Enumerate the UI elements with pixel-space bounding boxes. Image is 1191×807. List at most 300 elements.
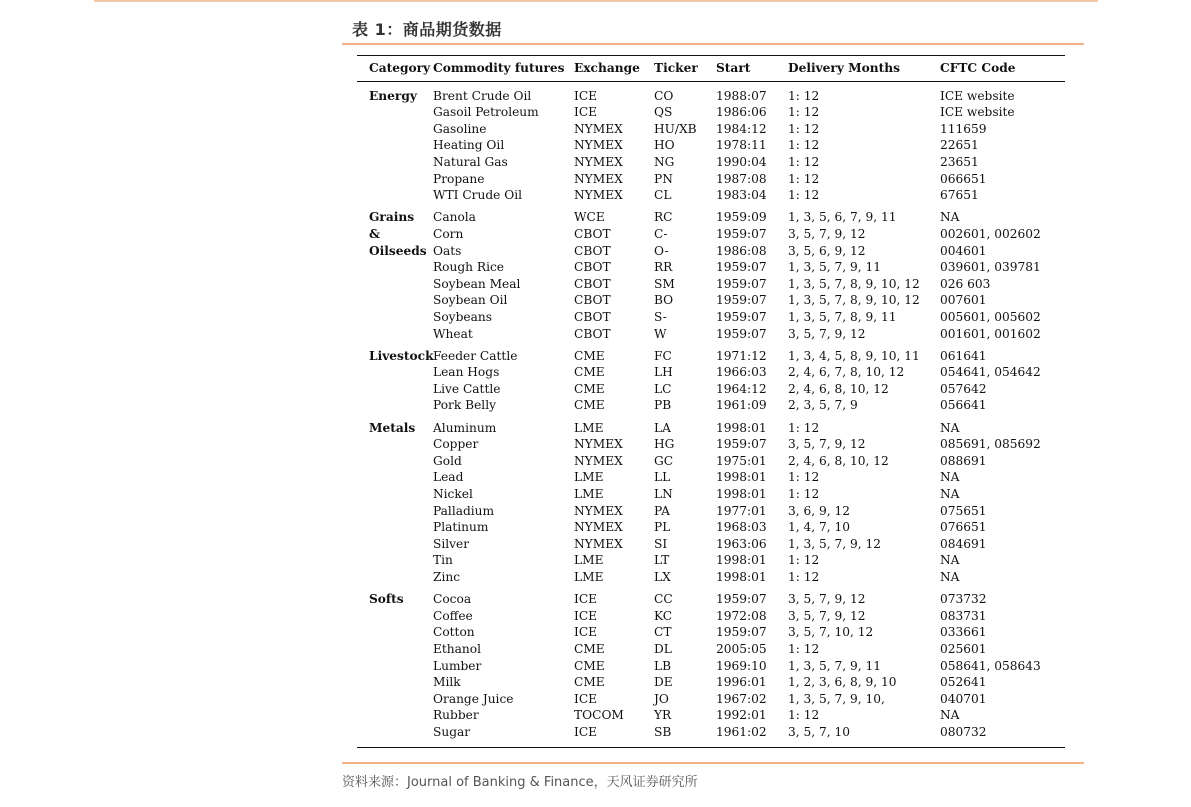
category-cell: [357, 552, 433, 569]
ticker-cell: YR: [654, 708, 672, 723]
delivery-months-cell: 1: 12: [788, 121, 820, 136]
header-commodity: Commodity futures: [433, 61, 565, 75]
table-row: [357, 381, 1065, 398]
commodity-cell: Gold: [433, 453, 462, 468]
table-row: [357, 121, 1065, 138]
delivery-months-cell: 1: 12: [788, 88, 820, 103]
category-cell: [357, 364, 433, 381]
exchange-cell: CME: [574, 398, 605, 413]
category-cell: [357, 154, 433, 171]
delivery-months-cell: 1, 3, 4, 5, 8, 9, 10, 11: [788, 348, 920, 363]
cftc-code-cell: 073732: [940, 592, 987, 607]
ticker-cell: LN: [654, 487, 673, 502]
table-header: [357, 56, 1065, 88]
cftc-code-cell: 22651: [940, 138, 979, 153]
start-cell: 1961:09: [716, 398, 767, 413]
ticker-cell: CC: [654, 592, 673, 607]
start-cell: 1998:01: [716, 420, 767, 435]
start-cell: 1998:01: [716, 570, 767, 584]
ticker-cell: SI: [654, 536, 668, 551]
table-row: [357, 469, 1065, 486]
category-cell: [357, 519, 433, 536]
cftc-code-cell: 085691, 085692: [940, 437, 1041, 452]
ticker-cell: CT: [654, 625, 672, 640]
exchange-cell: NYMEX: [574, 121, 623, 136]
table-row: [357, 276, 1065, 293]
table-row: [357, 397, 1065, 414]
header-exchange: Exchange: [574, 61, 640, 75]
delivery-months-cell: 3, 6, 9, 12: [788, 503, 851, 518]
category-cell: Metals: [369, 420, 416, 435]
ticker-cell: BO: [654, 293, 674, 308]
top-divider: [94, 0, 1098, 2]
ticker-cell: GC: [654, 453, 674, 468]
table-row: [357, 187, 1065, 204]
delivery-months-cell: 1: 12: [788, 138, 820, 153]
table-caption: 表 1：商品期货数据: [352, 20, 502, 39]
ticker-cell: SB: [654, 724, 672, 739]
delivery-months-cell: 3, 5, 7, 9, 12: [788, 437, 866, 452]
start-cell: 1983:04: [716, 188, 767, 203]
ticker-cell: W: [654, 326, 667, 341]
start-cell: 1977:01: [716, 503, 767, 518]
ticker-cell: FC: [654, 348, 672, 363]
commodity-cell: Gasoline: [433, 121, 487, 136]
ticker-cell: CO: [654, 88, 674, 103]
commodity-cell: Heating Oil: [433, 138, 505, 153]
exchange-cell: NYMEX: [574, 520, 623, 535]
table-row: [357, 608, 1065, 625]
commodity-cell: Lean Hogs: [433, 365, 500, 380]
start-cell: 1959:07: [716, 592, 767, 607]
commodity-cell: Soybean Meal: [433, 276, 521, 291]
delivery-months-cell: 1: 12: [788, 470, 820, 485]
cftc-code-cell: 075651: [940, 503, 987, 518]
table-row: [357, 624, 1065, 641]
delivery-months-cell: 3, 5, 7, 9, 12: [788, 592, 866, 607]
exchange-cell: CBOT: [574, 260, 611, 275]
table-row: [357, 707, 1065, 724]
commodity-cell: Ethanol: [433, 641, 481, 656]
cftc-code-cell: 084691: [940, 536, 987, 551]
start-cell: 1987:08: [716, 171, 767, 186]
ticker-cell: PA: [654, 503, 670, 518]
category-cell: [357, 121, 433, 138]
cftc-code-cell: 088691: [940, 453, 987, 468]
table-row: [357, 519, 1065, 536]
ticker-cell: HG: [654, 437, 675, 452]
exchange-cell: LME: [574, 570, 604, 584]
exchange-cell: CBOT: [574, 293, 611, 308]
ticker-cell: RC: [654, 210, 673, 225]
delivery-months-cell: 1, 3, 5, 7, 8, 9, 11: [788, 309, 897, 324]
start-cell: 1959:07: [716, 226, 767, 241]
exchange-cell: LME: [574, 487, 604, 502]
cftc-code-cell: 007601: [940, 293, 987, 308]
ticker-cell: KC: [654, 608, 673, 623]
exchange-cell: NYMEX: [574, 138, 623, 153]
start-cell: 1967:02: [716, 691, 767, 706]
delivery-months-cell: 3, 5, 7, 9, 12: [788, 608, 866, 623]
category-cell: [357, 674, 433, 691]
start-cell: 1961:02: [716, 724, 767, 739]
exchange-cell: LME: [574, 470, 604, 485]
commodity-futures-table-container: [357, 55, 1065, 748]
delivery-months-cell: 1, 3, 5, 7, 9, 10,: [788, 691, 885, 706]
table-row: [357, 436, 1065, 453]
cftc-code-cell: 057642: [940, 381, 987, 396]
commodity-cell: Natural Gas: [433, 154, 508, 169]
delivery-months-cell: 1: 12: [788, 708, 820, 723]
table-row: [357, 292, 1065, 309]
category-cell: [357, 259, 433, 276]
commodity-cell: Pork Belly: [433, 398, 496, 413]
table-row: [357, 171, 1065, 188]
delivery-months-cell: 1, 3, 5, 7, 8, 9, 10, 12: [788, 293, 920, 308]
cftc-code-cell: 026 603: [940, 276, 991, 291]
category-cell: [357, 436, 433, 453]
delivery-months-cell: 3, 5, 7, 9, 12: [788, 226, 866, 241]
exchange-cell: ICE: [574, 608, 598, 623]
cftc-code-cell: 040701: [940, 691, 987, 706]
table-row: [357, 641, 1065, 658]
category-cell: [357, 608, 433, 625]
start-cell: 1959:07: [716, 625, 767, 640]
cftc-code-cell: NA: [940, 553, 960, 568]
table-row: [357, 552, 1065, 569]
category-cell: [357, 104, 433, 121]
cftc-code-cell: NA: [940, 420, 960, 435]
ticker-cell: CL: [654, 188, 672, 203]
delivery-months-cell: 1, 3, 5, 7, 9, 12: [788, 536, 882, 551]
category-cell: [357, 503, 433, 520]
ticker-cell: C-: [654, 226, 668, 241]
commodity-cell: Rough Rice: [433, 260, 505, 275]
cftc-code-cell: NA: [940, 487, 960, 502]
commodity-cell: Lead: [433, 470, 464, 485]
exchange-cell: CBOT: [574, 309, 611, 324]
cftc-code-cell: 058641, 058643: [940, 658, 1041, 673]
commodity-cell: Brent Crude Oil: [433, 88, 532, 103]
ticker-cell: JO: [654, 691, 669, 706]
table-row: [357, 309, 1065, 326]
delivery-months-cell: 1: 12: [788, 553, 820, 568]
category-cell: Softs: [369, 592, 404, 607]
category-cell: Oilseeds: [369, 243, 427, 258]
commodity-cell: Live Cattle: [433, 381, 501, 396]
cftc-code-cell: 056641: [940, 398, 987, 413]
cftc-code-cell: 002601, 002602: [940, 226, 1041, 241]
commodity-cell: Milk: [433, 675, 461, 690]
exchange-cell: ICE: [574, 592, 598, 607]
category-cell: [357, 276, 433, 293]
delivery-months-cell: 1, 2, 3, 6, 8, 9, 10: [788, 675, 897, 690]
exchange-cell: ICE: [574, 691, 598, 706]
delivery-months-cell: 1: 12: [788, 188, 820, 203]
header-row: [357, 56, 1065, 81]
table-row: [357, 724, 1065, 741]
exchange-cell: ICE: [574, 625, 598, 640]
cftc-code-cell: 054641, 054642: [940, 365, 1041, 380]
cftc-code-cell: 076651: [940, 520, 987, 535]
cftc-code-cell: 001601, 001602: [940, 326, 1041, 341]
exchange-cell: LME: [574, 420, 604, 435]
delivery-months-cell: 2, 3, 5, 7, 9: [788, 398, 858, 413]
header-delivery-months: Delivery Months: [788, 61, 900, 75]
cftc-code-cell: 111659: [940, 121, 987, 136]
commodity-futures-table: [357, 56, 1065, 741]
commodity-cell: Cotton: [433, 625, 475, 640]
start-cell: 1988:07: [716, 88, 767, 103]
exchange-cell: NYMEX: [574, 453, 623, 468]
start-cell: 1998:01: [716, 553, 767, 568]
ticker-cell: NG: [654, 154, 675, 169]
commodity-cell: Lumber: [433, 658, 482, 673]
cftc-code-cell: 061641: [940, 348, 987, 363]
table-row: [357, 569, 1065, 586]
delivery-months-cell: 1, 3, 5, 7, 9, 11: [788, 658, 882, 673]
commodity-cell: Silver: [433, 536, 470, 551]
category-cell: [357, 536, 433, 553]
category-cell: Energy: [369, 88, 417, 103]
cftc-code-cell: NA: [940, 210, 960, 225]
ticker-cell: PB: [654, 398, 672, 413]
delivery-months-cell: 3, 5, 7, 9, 12: [788, 326, 866, 341]
commodity-cell: Cocoa: [433, 592, 472, 607]
ticker-cell: HU/XB: [654, 121, 697, 136]
category-cell: [357, 381, 433, 398]
start-cell: 1990:04: [716, 154, 767, 169]
category-cell: [357, 624, 433, 641]
cftc-code-cell: 066651: [940, 171, 987, 186]
table-bottom-rule: [357, 747, 1065, 748]
delivery-months-cell: 3, 5, 6, 9, 12: [788, 243, 866, 258]
commodity-cell: Gasoil Petroleum: [433, 105, 539, 120]
delivery-months-cell: 1: 12: [788, 154, 820, 169]
exchange-cell: CME: [574, 641, 605, 656]
start-cell: 2005:05: [716, 641, 767, 656]
exchange-cell: CME: [574, 658, 605, 673]
commodity-cell: Orange Juice: [433, 691, 514, 706]
ticker-cell: SM: [654, 276, 675, 291]
start-cell: 1992:01: [716, 708, 767, 723]
ticker-cell: QS: [654, 105, 673, 120]
commodity-cell: Platinum: [433, 520, 489, 535]
delivery-months-cell: 1: 12: [788, 487, 820, 502]
commodity-cell: Nickel: [433, 487, 473, 502]
category-cell: [357, 453, 433, 470]
table-row: [357, 226, 1065, 243]
exchange-cell: NYMEX: [574, 503, 623, 518]
start-cell: 1984:12: [716, 121, 767, 136]
start-cell: 1959:07: [716, 276, 767, 291]
cftc-code-cell: ICE website: [940, 88, 1015, 103]
exchange-cell: NYMEX: [574, 536, 623, 551]
category-cell: [357, 641, 433, 658]
ticker-cell: LX: [654, 570, 671, 584]
start-cell: 1959:09: [716, 210, 767, 225]
delivery-months-cell: 3, 5, 7, 10, 12: [788, 625, 874, 640]
ticker-cell: PL: [654, 520, 671, 535]
source-note: 资料来源：Journal of Banking & Finance，天风证券研究所: [342, 775, 698, 790]
start-cell: 1959:07: [716, 260, 767, 275]
table-row: [357, 691, 1065, 708]
delivery-months-cell: 1: 12: [788, 420, 820, 435]
exchange-cell: NYMEX: [574, 154, 623, 169]
start-cell: 1986:08: [716, 243, 767, 258]
table-row: [357, 104, 1065, 121]
header-ticker: Ticker: [654, 61, 698, 75]
category-cell: [357, 486, 433, 503]
cftc-code-cell: 23651: [940, 154, 979, 169]
start-cell: 1972:08: [716, 608, 767, 623]
category-cell: [357, 137, 433, 154]
table-row: [357, 536, 1065, 553]
exchange-cell: CBOT: [574, 243, 611, 258]
delivery-months-cell: 1: 12: [788, 570, 820, 584]
header-start: Start: [716, 61, 751, 75]
commodity-cell: Propane: [433, 171, 485, 186]
commodity-cell: Coffee: [433, 608, 473, 623]
commodity-cell: Soybeans: [433, 309, 492, 324]
ticker-cell: RR: [654, 260, 673, 275]
category-cell: Grains: [369, 210, 415, 225]
category-cell: [357, 658, 433, 675]
exchange-cell: CBOT: [574, 226, 611, 241]
delivery-months-cell: 1, 3, 5, 7, 9, 11: [788, 260, 882, 275]
category-cell: &: [369, 226, 381, 241]
ticker-cell: HO: [654, 138, 675, 153]
table-row: [357, 503, 1065, 520]
start-cell: 1963:06: [716, 536, 767, 551]
ticker-cell: LB: [654, 658, 672, 673]
ticker-cell: LH: [654, 365, 673, 380]
table-row: [357, 137, 1065, 154]
commodity-cell: Oats: [433, 243, 462, 258]
table-row: [357, 674, 1065, 691]
table-row: [357, 591, 1065, 608]
table-body: [357, 88, 1065, 741]
start-cell: 1959:07: [716, 293, 767, 308]
exchange-cell: NYMEX: [574, 188, 623, 203]
category-cell: [357, 691, 433, 708]
commodity-cell: Zinc: [433, 570, 461, 584]
table-row: [357, 326, 1065, 343]
start-cell: 1971:12: [716, 348, 767, 363]
commodity-cell: Sugar: [433, 724, 471, 739]
delivery-months-cell: 1: 12: [788, 641, 820, 656]
header-category: Category: [369, 61, 431, 75]
cftc-code-cell: 039601, 039781: [940, 260, 1041, 275]
category-cell: [357, 569, 433, 586]
category-cell: [357, 469, 433, 486]
ticker-cell: LC: [654, 381, 672, 396]
start-cell: 1986:06: [716, 105, 767, 120]
commodity-cell: Canola: [433, 210, 476, 225]
category-cell: [357, 397, 433, 414]
cftc-code-cell: NA: [940, 708, 960, 723]
cftc-code-cell: 083731: [940, 608, 987, 623]
table-row: [357, 348, 1065, 365]
exchange-cell: CME: [574, 365, 605, 380]
start-cell: 1959:07: [716, 326, 767, 341]
ticker-cell: LA: [654, 420, 671, 435]
table-row: [357, 243, 1065, 260]
category-cell: [357, 292, 433, 309]
exchange-cell: ICE: [574, 105, 598, 120]
table-row: [357, 658, 1065, 675]
category-cell: [357, 171, 433, 188]
cftc-code-cell: ICE website: [940, 105, 1015, 120]
commodity-cell: WTI Crude Oil: [433, 188, 523, 203]
start-cell: 1966:03: [716, 365, 767, 380]
table-row: [357, 420, 1065, 437]
ticker-cell: DL: [654, 641, 672, 656]
delivery-months-cell: 1: 12: [788, 171, 820, 186]
cftc-code-cell: 67651: [940, 188, 979, 203]
ticker-cell: DE: [654, 675, 673, 690]
delivery-months-cell: 1: 12: [788, 105, 820, 120]
ticker-cell: O-: [654, 243, 669, 258]
table-row: [357, 259, 1065, 276]
start-cell: 1998:01: [716, 487, 767, 502]
exchange-cell: TOCOM: [574, 708, 624, 723]
start-cell: 1996:01: [716, 675, 767, 690]
table-row: [357, 154, 1065, 171]
exchange-cell: CBOT: [574, 326, 611, 341]
start-cell: 1968:03: [716, 520, 767, 535]
delivery-months-cell: 1, 4, 7, 10: [788, 520, 851, 535]
cftc-code-cell: 005601, 005602: [940, 309, 1041, 324]
header-cftc-code: CFTC Code: [940, 61, 1016, 75]
start-cell: 1959:07: [716, 309, 767, 324]
cftc-code-cell: 004601: [940, 243, 987, 258]
source-divider: [342, 762, 1084, 764]
cftc-code-cell: NA: [940, 470, 960, 485]
table-row: [357, 364, 1065, 381]
delivery-months-cell: 1, 3, 5, 6, 7, 9, 11: [788, 210, 897, 225]
exchange-cell: LME: [574, 553, 604, 568]
category-cell: [357, 707, 433, 724]
exchange-cell: NYMEX: [574, 171, 623, 186]
delivery-months-cell: 2, 4, 6, 8, 10, 12: [788, 453, 889, 468]
start-cell: 1975:01: [716, 453, 767, 468]
category-cell: [357, 309, 433, 326]
caption-divider: [342, 43, 1084, 45]
exchange-cell: NYMEX: [574, 437, 623, 452]
delivery-months-cell: 2, 4, 6, 7, 8, 10, 12: [788, 365, 905, 380]
table-row: [357, 88, 1065, 105]
exchange-cell: CME: [574, 675, 605, 690]
delivery-months-cell: 2, 4, 6, 8, 10, 12: [788, 381, 889, 396]
ticker-cell: PN: [654, 171, 673, 186]
exchange-cell: CBOT: [574, 276, 611, 291]
category-cell: [357, 326, 433, 343]
commodity-cell: Aluminum: [433, 420, 497, 435]
ticker-cell: LT: [654, 553, 670, 568]
exchange-cell: ICE: [574, 88, 598, 103]
delivery-months-cell: 1, 3, 5, 7, 8, 9, 10, 12: [788, 276, 920, 291]
commodity-cell: Copper: [433, 437, 479, 452]
category-cell: [357, 724, 433, 741]
commodity-cell: Palladium: [433, 503, 495, 518]
category-cell: [357, 187, 433, 204]
start-cell: 1959:07: [716, 437, 767, 452]
start-cell: 1969:10: [716, 658, 767, 673]
cftc-code-cell: 080732: [940, 724, 987, 739]
exchange-cell: CME: [574, 381, 605, 396]
commodity-cell: Rubber: [433, 708, 479, 723]
